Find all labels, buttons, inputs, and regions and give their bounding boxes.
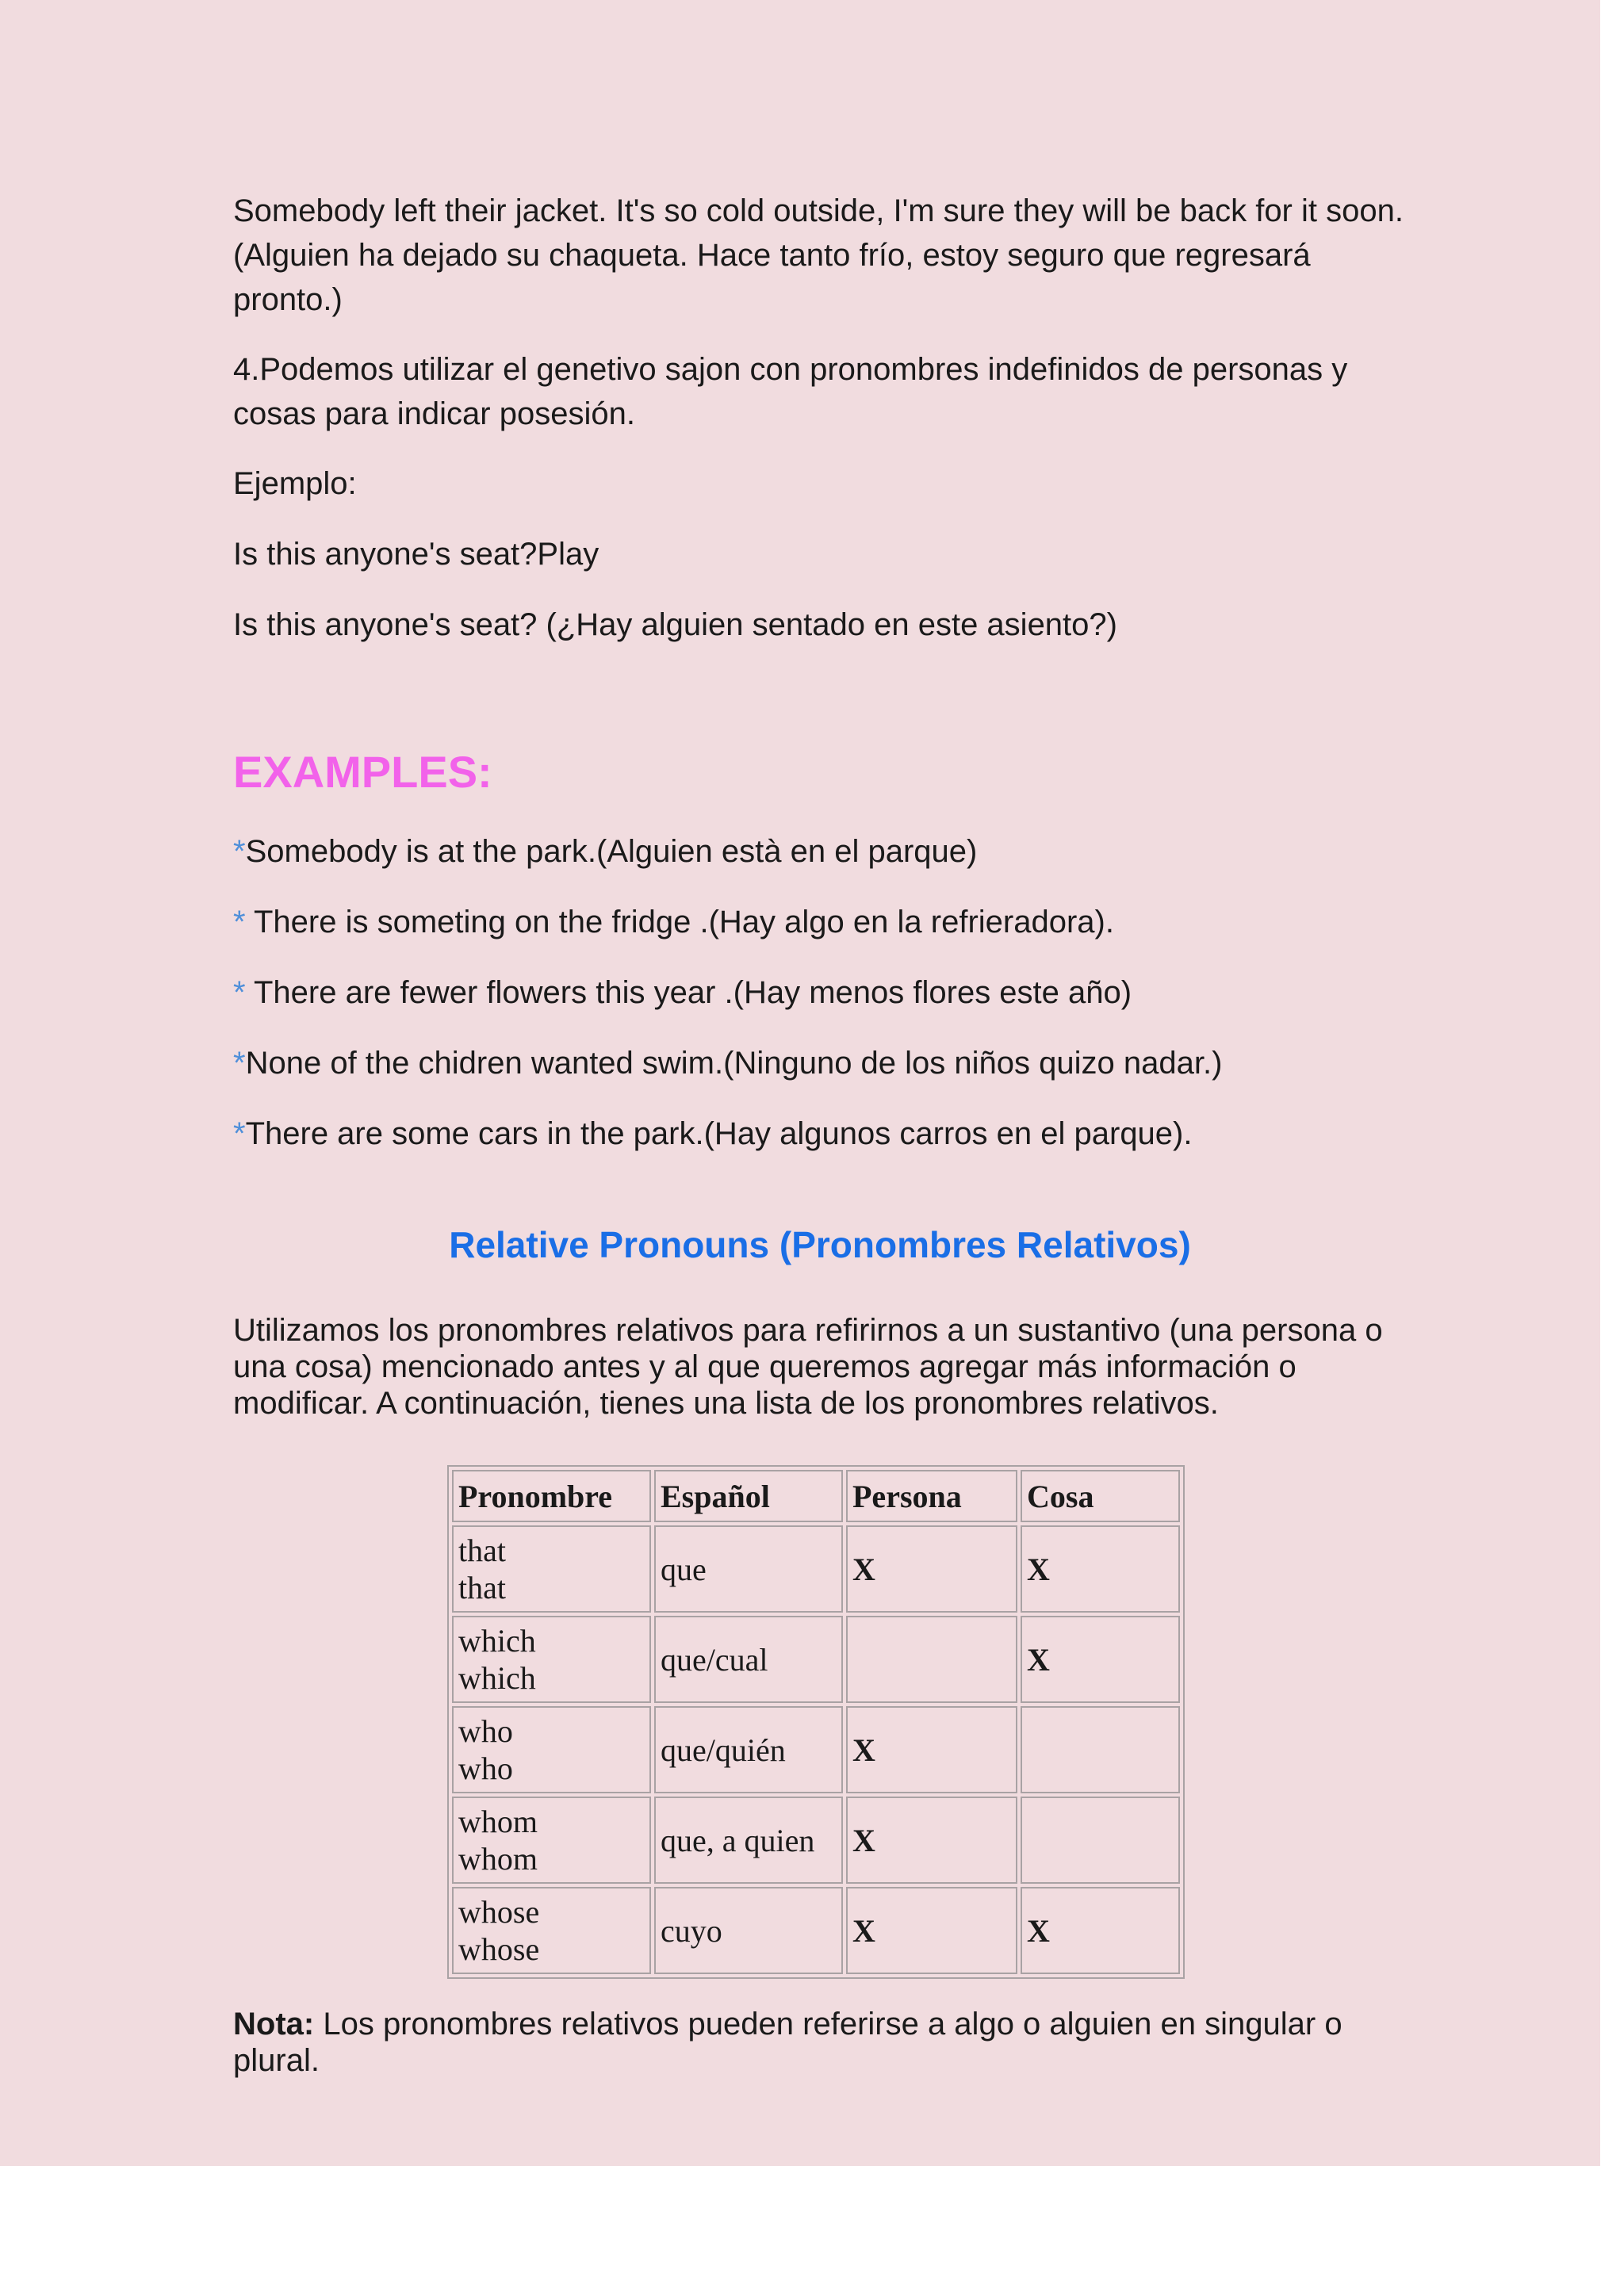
table-header-cell: Persona bbox=[846, 1470, 1017, 1522]
examples-heading-block bbox=[233, 744, 1407, 800]
bullet-star: * bbox=[233, 1116, 246, 1151]
table-header-cell: Pronombre bbox=[452, 1470, 651, 1522]
persona-cell: X bbox=[846, 1797, 1017, 1884]
examples-heading: EXAMPLES: bbox=[233, 747, 492, 797]
cosa-cell: X bbox=[1021, 1887, 1180, 1974]
pronoun-line: who bbox=[458, 1713, 513, 1749]
example-item bbox=[233, 900, 1407, 944]
table-row bbox=[452, 1797, 1180, 1884]
example-text: There are fewer flowers this year .(Hay menos flores este año) bbox=[245, 975, 1132, 1010]
pronoun-line: that bbox=[458, 1570, 506, 1605]
rule4-paragraph: 4.Podemos utilizar el genetivo sajon con pronombres indefinidos de personas y cosas para indicar posesión. bbox=[233, 352, 1348, 431]
section-heading-block bbox=[233, 1221, 1407, 1269]
pronoun-cell bbox=[452, 1525, 651, 1613]
example-text: Somebody is at the park.(Alguien està en el parque) bbox=[245, 834, 978, 869]
table-header-row bbox=[452, 1470, 1180, 1522]
pronoun-line: whom bbox=[458, 1841, 538, 1877]
section-intro: Utilizamos los pronombres relativos para refirirnos a un sustantivo (una persona o una cosa) mencionado antes y al que queremos agregar más información o modificar. A continuación, tienes una lista de los pronombres relativos. bbox=[233, 1313, 1383, 1421]
pronoun-line: which bbox=[458, 1660, 536, 1696]
example-translation-block bbox=[233, 603, 1407, 647]
example-item bbox=[233, 1041, 1407, 1085]
example-item bbox=[233, 829, 1407, 874]
table-row bbox=[452, 1706, 1180, 1793]
persona-cell: X bbox=[846, 1706, 1017, 1793]
cosa-cell bbox=[1021, 1706, 1180, 1793]
table-row bbox=[452, 1525, 1180, 1613]
pronoun-cell bbox=[452, 1797, 651, 1884]
pronoun-cell bbox=[452, 1616, 651, 1703]
example-translation: Is this anyone's seat? (¿Hay alguien sentado en este asiento?) bbox=[233, 607, 1117, 642]
spanish-cell: que bbox=[654, 1525, 843, 1613]
relative-pronouns-table bbox=[447, 1465, 1185, 1979]
example-play: Is this anyone's seat?Play bbox=[233, 537, 599, 572]
intro-paragraph-block bbox=[233, 189, 1407, 322]
example-text: There is someting on the fridge .(Hay algo en la refrieradora). bbox=[245, 905, 1114, 939]
spanish-cell: cuyo bbox=[654, 1887, 843, 1974]
cosa-cell: X bbox=[1021, 1525, 1180, 1613]
section-heading: Relative Pronouns (Pronombres Relativos) bbox=[449, 1224, 1191, 1265]
bullet-star: * bbox=[233, 975, 246, 1010]
example-item bbox=[233, 970, 1407, 1015]
bullet-star: * bbox=[233, 1046, 246, 1081]
spanish-cell: que/quién bbox=[654, 1706, 843, 1793]
example-play-block bbox=[233, 532, 1407, 576]
cosa-cell: X bbox=[1021, 1616, 1180, 1703]
rule4-block bbox=[233, 347, 1407, 436]
example-item bbox=[233, 1112, 1407, 1156]
pronoun-line: whom bbox=[458, 1804, 538, 1839]
persona-cell bbox=[846, 1616, 1017, 1703]
ejemplo-block bbox=[233, 461, 1407, 506]
example-text: There are some cars in the park.(Hay algunos carros en el parque). bbox=[245, 1116, 1193, 1151]
ejemplo-label: Ejemplo: bbox=[233, 466, 357, 501]
nota-label: Nota: bbox=[233, 2007, 315, 2042]
pronoun-line: whose bbox=[458, 1931, 540, 1967]
pronoun-line: which bbox=[458, 1623, 536, 1659]
pronoun-cell bbox=[452, 1887, 651, 1974]
pronoun-cell bbox=[452, 1706, 651, 1793]
spanish-cell: que/cual bbox=[654, 1616, 843, 1703]
section-intro-block bbox=[233, 1312, 1407, 1422]
table-header-cell: Español bbox=[654, 1470, 843, 1522]
intro-paragraph: Somebody left their jacket. It's so cold outside, I'm sure they will be back for it soon. (Alguien ha dejado su chaqueta. Hace tanto frío, estoy seguro que regresará pronto.) bbox=[233, 193, 1404, 317]
cosa-cell bbox=[1021, 1797, 1180, 1884]
spanish-cell: que, a quien bbox=[654, 1797, 843, 1884]
pronoun-line: whose bbox=[458, 1894, 540, 1930]
table-row bbox=[452, 1887, 1180, 1974]
bullet-star: * bbox=[233, 834, 246, 869]
pronoun-line: that bbox=[458, 1533, 506, 1568]
nota-block bbox=[233, 2006, 1407, 2079]
table-header-cell: Cosa bbox=[1021, 1470, 1180, 1522]
pronoun-line: who bbox=[458, 1751, 513, 1786]
bullet-star: * bbox=[233, 905, 246, 939]
persona-cell: X bbox=[846, 1887, 1017, 1974]
example-text: None of the chidren wanted swim.(Ninguno de los niños quizo nadar.) bbox=[245, 1046, 1223, 1081]
nota-text: Los pronombres relativos pueden referirse a algo o alguien en singular o plural. bbox=[233, 2007, 1342, 2078]
table-row bbox=[452, 1616, 1180, 1703]
persona-cell: X bbox=[846, 1525, 1017, 1613]
